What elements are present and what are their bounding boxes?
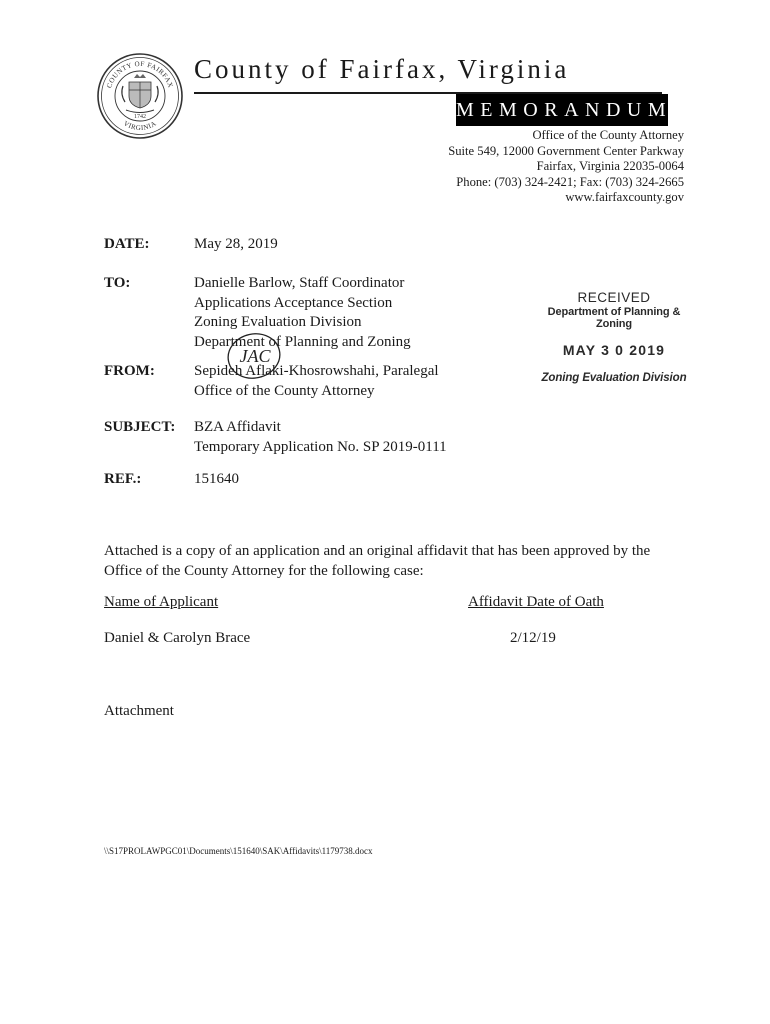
attachment-note: Attachment [104,703,174,719]
oath-date: 2/12/19 [510,630,556,646]
date-value: May 28, 2019 [194,236,278,252]
stamp-department: Department of Planning & Zoning [547,306,681,330]
from-label: FROM: [104,363,155,379]
date-label: DATE: [104,236,150,252]
stamp-received: RECEIVED [577,290,651,305]
seal-bottom-text: VIRGINIA [122,119,158,133]
received-stamp [534,290,694,384]
to-line: Department of Planning and Zoning [194,333,411,350]
body-paragraph: Attached is a copy of an application and an original affidavit that has been approved by the Office of the County Attorney for the following case: [104,543,651,579]
applicant-column-header: Name of Applicant [104,594,219,610]
subject-block [194,418,447,457]
oath-date-column-header: Affidavit Date of Oath [468,594,604,610]
stamp-division: Zoning Evaluation Division [541,372,687,384]
from-line: Office of the County Attorney [194,382,375,399]
office-website: www.fairfaxcounty.gov [565,190,684,205]
memorandum-banner: MEMORANDUM [456,94,668,126]
office-phone: Phone: (703) 324-2421; Fax: (703) 324-2665 [456,174,684,189]
to-line: Applications Acceptance Section [194,294,393,311]
from-line: Sepideh Aflaki-Khosrowshahi, Paralegal [194,363,439,379]
seal-top-text: COUNTY OF FAIRFAX [105,59,175,90]
county-seal-icon [96,52,184,140]
stamp-date: MAY 3 0 2019 [562,342,666,358]
office-address-block [448,128,684,206]
to-label: TO: [104,275,131,291]
to-line: Danielle Barlow, Staff Coordinator [194,275,405,291]
applicant-name: Daniel & Carolyn Brace [104,630,251,646]
document-file-path: \\S17PROLAWPGC01\Documents\151640\SAK\Affidavits\1179738.docx [104,846,373,856]
handwritten-initials-icon [224,330,286,382]
office-name: Office of the County Attorney [532,128,684,142]
county-title: County of Fairfax, Virginia [194,54,570,84]
office-suite: Suite 549, 12000 Government Center Parkway [448,143,684,158]
to-line: Zoning Evaluation Division [194,314,362,330]
seal-year: 1742 [134,114,146,120]
office-city: Fairfax, Virginia 22035-0064 [536,159,684,174]
subject-line: BZA Affidavit [194,419,281,435]
ref-value: 151640 [194,471,239,487]
initials-text: JAC [239,346,271,366]
subject-label: SUBJECT: [104,419,176,435]
subject-line: Temporary Application No. SP 2019-0111 [194,438,447,455]
ref-label: REF.: [104,471,142,487]
